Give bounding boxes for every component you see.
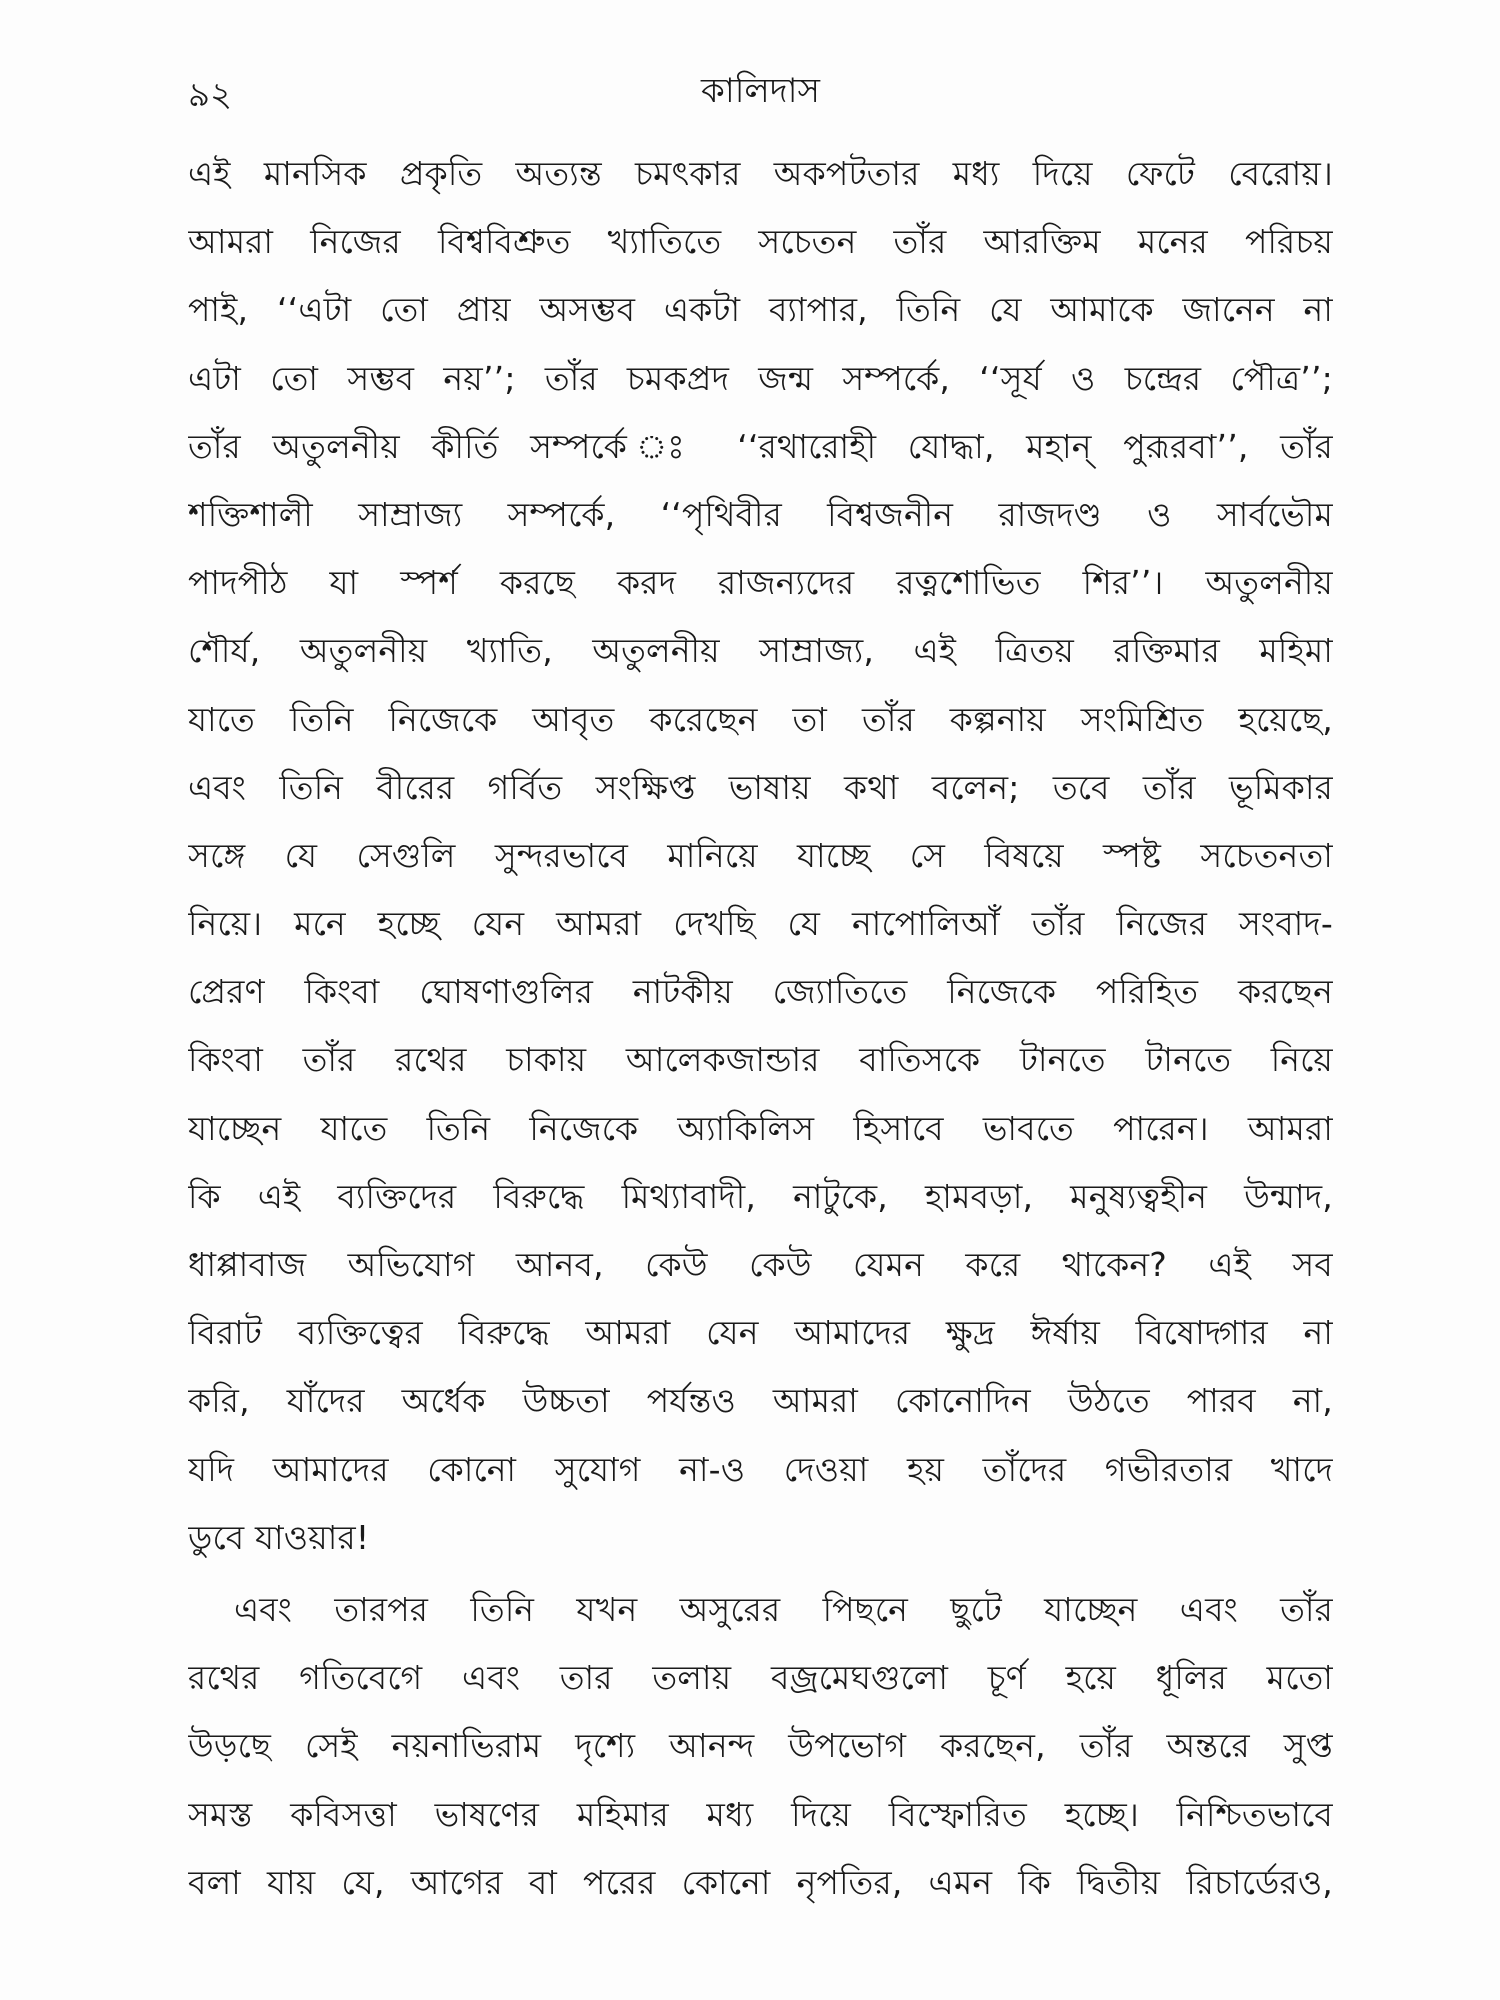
text-line: কিংবা তাঁর রথের চাকায় আলেকজান্ডার বাতিসকে টানতে টানতে নিয়ে [188,1040,1333,1080]
text-line: ডুবে যাওয়ার! [188,1517,370,1557]
running-title: কালিদাস [701,71,820,111]
text-line: ধাপ্পাবাজ অভিযোগ আনব, কেউ কেউ যেমন করে থাকেন? এই সব [188,1245,1333,1284]
text-line: রথের গতিবেগে এবং তার তলায় বজ্রমেঘগুলো চূর্ণ হয়ে ধূলির মতো [188,1658,1333,1698]
text-line: এবং তারপর তিনি যখন অসুরের পিছনে ছুটে যাচ্ছেন এবং তাঁর [234,1589,1333,1629]
text-line: যাচ্ছেন যাতে তিনি নিজেকে অ্যাকিলিস হিসাবে ভাবতে পারেন। আমরা [188,1108,1333,1148]
text-line: এটা তো সম্ভব নয়’’; তাঁর চমকপ্রদ জন্ম সম্পর্কে, ‘‘সূর্য ও চন্দ্রের পৌত্র’’; [188,358,1333,398]
text-line: পাদপীঠ যা স্পর্শ করছে করদ রাজন্যদের রত্নশোভিত শির’’। অতুলনীয় [188,563,1333,603]
text-line: এবং তিনি বীরের গর্বিত সংক্ষিপ্ত ভাষায় কথা বলেন; তবে তাঁর ভূমিকার [188,767,1333,807]
text-line: প্রেরণ কিংবা ঘোষণাগুলির নাটকীয় জ্যোতিতে নিজেকে পরিহিত করছেন [188,972,1333,1012]
page-number: ৯২ [188,75,233,115]
paragraph-2 [188,1576,1333,1917]
text-line: নিয়ে। মনে হচ্ছে যেন আমরা দেখছি যে নাপোলিআঁ তাঁর নিজের সংবাদ- [188,904,1333,944]
text-line: উড়ছে সেই নয়নাভিরাম দৃশ্যে আনন্দ উপভোগ করছেন, তাঁর অন্তরে সুপ্ত [188,1726,1333,1766]
text-line: আমরা নিজের বিশ্ববিশ্রুত খ্যাতিতে সচেতন তাঁর আরক্তিম মনের পরিচয় [188,222,1333,262]
text-line: কি এই ব্যক্তিদের বিরুদ্ধে মিথ্যাবাদী, নাটুকে, হামবড়া, মনুষ্যত্বহীন উন্মাদ, [188,1176,1333,1216]
text-line: তাঁর অতুলনীয় কীর্তি সম্পর্কে ঃ ‘‘রথারোহী যোদ্ধা, মহান্ পুরূরবা’’, তাঁর [188,426,1333,466]
text-line: যাতে তিনি নিজেকে আবৃত করেছেন তা তাঁর কল্পনায় সংমিশ্রিত হয়েছে, [188,699,1333,739]
text-line: পাই, ‘‘এটা তো প্রায় অসম্ভব একটা ব্যাপার, তিনি যে আমাকে জানেন না [188,290,1333,330]
text-line: শৌর্য, অতুলনীয় খ্যাতি, অতুলনীয় সাম্রাজ্য, এই ত্রিতয় রক্তিমার মহিমা [188,631,1333,671]
text-line: বিরাট ব্যক্তিত্বের বিরুদ্ধে আমরা যেন আমাদের ক্ষুদ্র ঈর্ষায় বিষোদ্গার না [188,1313,1333,1353]
page-header [188,66,1333,126]
body-text [188,140,1333,1917]
text-line: বলা যায় যে, আগের বা পরের কোনো নৃপতির, এমন কি দ্বিতীয় রিচার্ডেরও, [188,1862,1333,1902]
text-line: এই মানসিক প্রকৃতি অত্যন্ত চমৎকার অকপটতার মধ্য দিয়ে ফেটে বেরোয়। [188,154,1333,193]
paragraph-1 [188,140,1333,1572]
text-line: সমস্ত কবিসত্তা ভাষণের মহিমার মধ্য দিয়ে বিস্ফোরিত হচ্ছে। নিশ্চিতভাবে [188,1794,1333,1834]
text-line: শক্তিশালী সাম্রাজ্য সম্পর্কে, ‘‘পৃথিবীর বিশ্বজনীন রাজদণ্ড ও সার্বভৌম [188,494,1333,534]
text-line: করি, যাঁদের অর্ধেক উচ্চতা পর্যন্তও আমরা কোনোদিন উঠতে পারব না, [188,1381,1333,1421]
text-line: যদি আমাদের কোনো সুযোগ না-ও দেওয়া হয় তাঁদের গভীরতার খাদে [188,1449,1333,1489]
text-line: সঙ্গে যে সেগুলি সুন্দরভাবে মানিয়ে যাচ্ছে সে বিষয়ে স্পষ্ট সচেতনতা [188,835,1333,875]
